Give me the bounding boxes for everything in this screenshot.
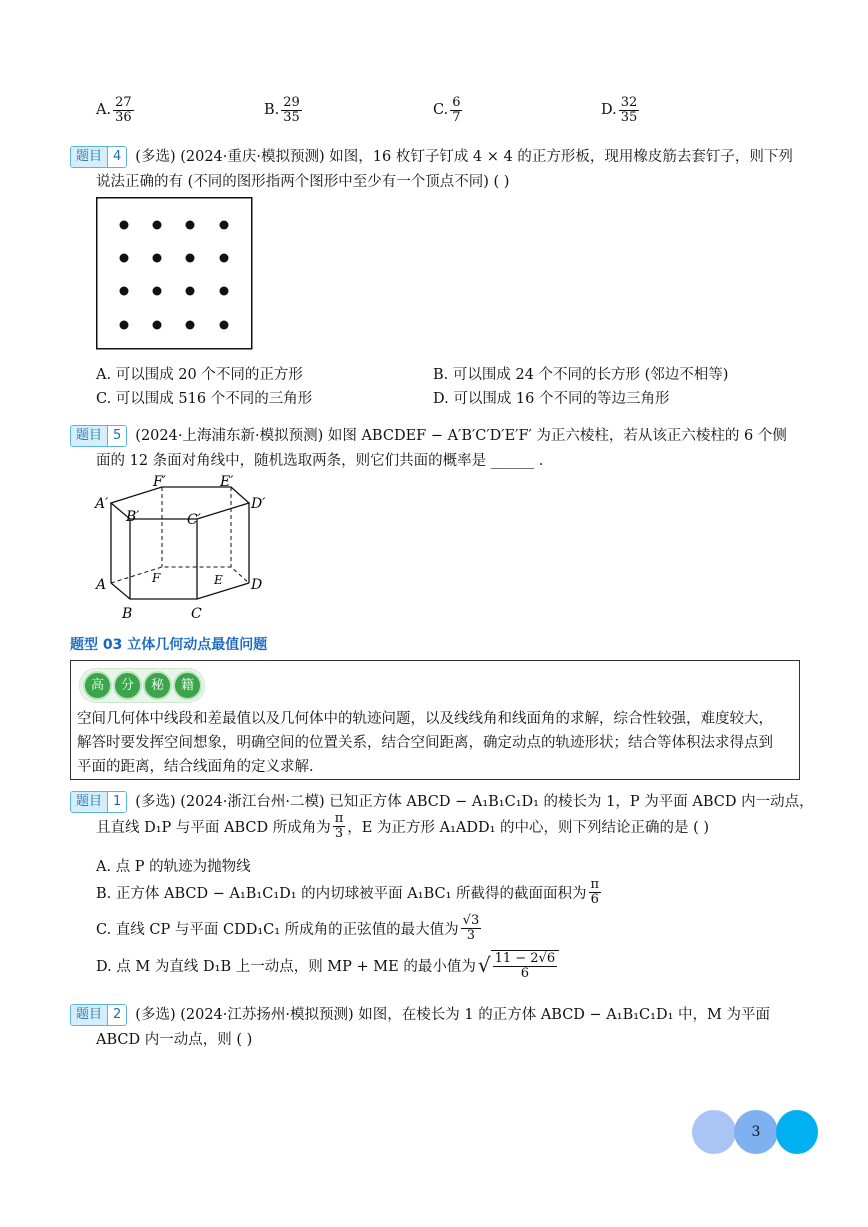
tag-number: 4 — [107, 147, 126, 167]
tip-text — [77, 707, 793, 779]
q4-option-b: B. 可以围成 24 个不同的长方形 (邻边不相等) — [433, 367, 729, 383]
text-part: B. 正方体 ABCD − A₁B₁C₁D₁ 的内切球被平面 A₁BC₁ 所截得的截面面积为 — [96, 885, 587, 902]
question-tag — [70, 1004, 127, 1026]
label-f: F — [152, 571, 161, 585]
fraction — [281, 96, 302, 124]
fraction — [589, 878, 602, 906]
numerator: π — [334, 811, 344, 826]
page-circle-right — [776, 1110, 818, 1154]
denominator: 36 — [115, 109, 132, 125]
fraction — [450, 96, 462, 124]
badge-group — [79, 668, 205, 703]
option-letter: B. — [264, 102, 280, 119]
nail-dot — [120, 254, 129, 263]
nail-dot — [120, 287, 129, 296]
label-b1: B′ — [126, 509, 140, 525]
p1-option-d — [96, 950, 559, 980]
option-letter: D. — [601, 102, 617, 119]
badge-char: 高 — [83, 671, 112, 700]
problem-2-line2: ABCD 内一动点，则 ( ) — [96, 1032, 253, 1048]
badge-char: 分 — [113, 671, 142, 700]
question-tag — [70, 425, 127, 447]
nail-dot — [186, 221, 195, 230]
denominator: 7 — [452, 109, 461, 125]
fraction — [493, 952, 558, 980]
text-part: C. 直线 CP 与平面 CDD₁C₁ 所成角的正弦值的最大值为 — [96, 921, 459, 938]
nail-dot — [153, 254, 162, 263]
label-a: A — [96, 577, 107, 593]
nail-dot — [220, 321, 229, 330]
nail-grid — [120, 221, 229, 330]
sqrt-icon: √ — [477, 953, 491, 978]
fraction — [333, 812, 346, 840]
tag-label: 题目 — [71, 792, 107, 812]
p1-option-b — [96, 878, 603, 906]
option-letter: A. — [96, 102, 112, 119]
fraction — [461, 914, 482, 942]
tip-box — [70, 660, 800, 780]
tag-label: 题目 — [71, 1005, 107, 1025]
numerator: 11 − 2√6 — [494, 951, 556, 966]
question-tag — [70, 146, 127, 168]
question-text: (多选) (2024·江苏扬州·模拟预测) 如图，在棱长为 1 的正方体 ABCD − A₁B₁C₁D₁ 中，M 为平面 — [135, 1007, 770, 1023]
numerator: 32 — [620, 95, 638, 110]
nail-dot — [186, 321, 195, 330]
p1-option-c — [96, 914, 483, 942]
q4-option-a: A. 可以围成 20 个不同的正方形 — [96, 367, 303, 383]
text-part: D. 点 M 为直线 D₁B 上一动点，则 MP + ME 的最小值为 — [96, 958, 476, 975]
tip-line: 空间几何体中线段和差最值以及几何体中的轨迹问题，以及线线角和线面角的求解，综合性较强，难度较大， — [77, 711, 773, 727]
nail-dot — [186, 254, 195, 263]
text-part: 且直线 D₁P 与平面 ABCD 所成角为 — [96, 819, 331, 836]
label-c: C — [191, 606, 202, 622]
problem-1-line1 — [70, 790, 814, 813]
denominator: 6 — [520, 965, 529, 981]
fraction — [113, 96, 134, 124]
option-b — [264, 96, 304, 124]
nail-dot — [220, 254, 229, 263]
hexagonal-prism-figure — [90, 470, 280, 628]
numerator: 27 — [115, 95, 132, 110]
label-d1: D′ — [251, 496, 266, 512]
tag-number: 1 — [107, 792, 126, 812]
label-b: B — [122, 606, 133, 622]
denominator: 35 — [283, 109, 300, 125]
problem-1-line2 — [96, 812, 709, 840]
tip-line: 解答时要发挥空间想象，明确空间的位置关系，结合空间距离，确定动点的轨迹形状；结合等体积法求得点到 — [77, 735, 773, 751]
nail-dot — [220, 287, 229, 296]
option-a — [96, 96, 136, 124]
tag-number: 2 — [107, 1005, 126, 1025]
denominator: 6 — [590, 891, 599, 907]
label-e1: E′ — [220, 474, 234, 490]
option-letter: C. — [433, 102, 449, 119]
problem-2-line1 — [70, 1003, 770, 1026]
question-4-line1 — [70, 145, 793, 168]
badge-char: 秘 — [143, 671, 172, 700]
page-number: 3 — [734, 1110, 778, 1154]
p1-option-a: A. 点 P 的轨迹为抛物线 — [96, 859, 251, 875]
label-f1: F′ — [153, 474, 166, 490]
tag-number: 5 — [107, 426, 126, 446]
label-c1: C′ — [187, 512, 201, 528]
nail-dot — [153, 287, 162, 296]
nail-dot — [220, 221, 229, 230]
numerator: √3 — [462, 913, 480, 928]
hidden-bottom-edges — [111, 567, 249, 583]
page-circle-left — [692, 1110, 736, 1154]
numerator: 29 — [283, 95, 300, 110]
question-5-line1 — [70, 424, 787, 447]
label-e: E — [214, 573, 223, 587]
question-tag — [70, 791, 127, 813]
text-part: ，E 为正方形 A₁ADD₁ 的中心，则下列结论正确的是 ( ) — [347, 819, 710, 836]
q4-option-d: D. 可以围成 16 个不同的等边三角形 — [433, 391, 670, 407]
denominator: 3 — [334, 825, 344, 841]
denominator: 35 — [620, 109, 638, 125]
fraction — [619, 96, 640, 124]
nail-board-figure — [96, 197, 253, 351]
numerator: π — [590, 877, 600, 892]
denominator: 3 — [466, 927, 476, 943]
q4-option-c: C. 可以围成 516 个不同的三角形 — [96, 391, 313, 407]
sqrt-radicand — [491, 950, 560, 980]
option-d — [601, 96, 641, 124]
section-title: 题型 03 立体几何动点最值问题 — [70, 637, 268, 653]
tag-label: 题目 — [71, 426, 107, 446]
question-5-line2: 面的 12 条面对角线中，随机选取两条，则它们共面的概率是 ______ ． — [96, 453, 554, 469]
badge-char: 籍 — [173, 671, 202, 700]
question-text: (多选) (2024·重庆·模拟预测) 如图，16 枚钉子钉成 4 × 4 的正方形板，现用橡皮筋去套钉子，则下列 — [135, 149, 793, 165]
tag-label: 题目 — [71, 147, 107, 167]
nail-dot — [120, 221, 129, 230]
tip-line: 平面的距离，结合线面角的定义求解. — [77, 759, 314, 775]
label-a1: A′ — [95, 496, 109, 512]
bottom-front-edges — [111, 583, 249, 599]
option-c — [433, 96, 464, 124]
question-4-line2: 说法正确的有 (不同的图形指两个图形中至少有一个顶点不同) ( ) — [96, 174, 510, 190]
nail-dot — [153, 321, 162, 330]
numerator: 6 — [452, 95, 461, 110]
nail-dot — [153, 221, 162, 230]
question-text: (多选) (2024·浙江台州·二模) 已知正方体 ABCD − A₁B₁C₁D₁ 的棱长为 1，P 为平面 ABCD 内一动点， — [135, 794, 814, 810]
label-d: D — [251, 577, 263, 593]
nail-dot — [120, 321, 129, 330]
question-text: (2024·上海浦东新·模拟预测) 如图 ABCDEF − A′B′C′D′E′F′ 为正六棱柱，若从该正六棱柱的 6 个侧 — [135, 428, 787, 444]
nail-dot — [186, 287, 195, 296]
